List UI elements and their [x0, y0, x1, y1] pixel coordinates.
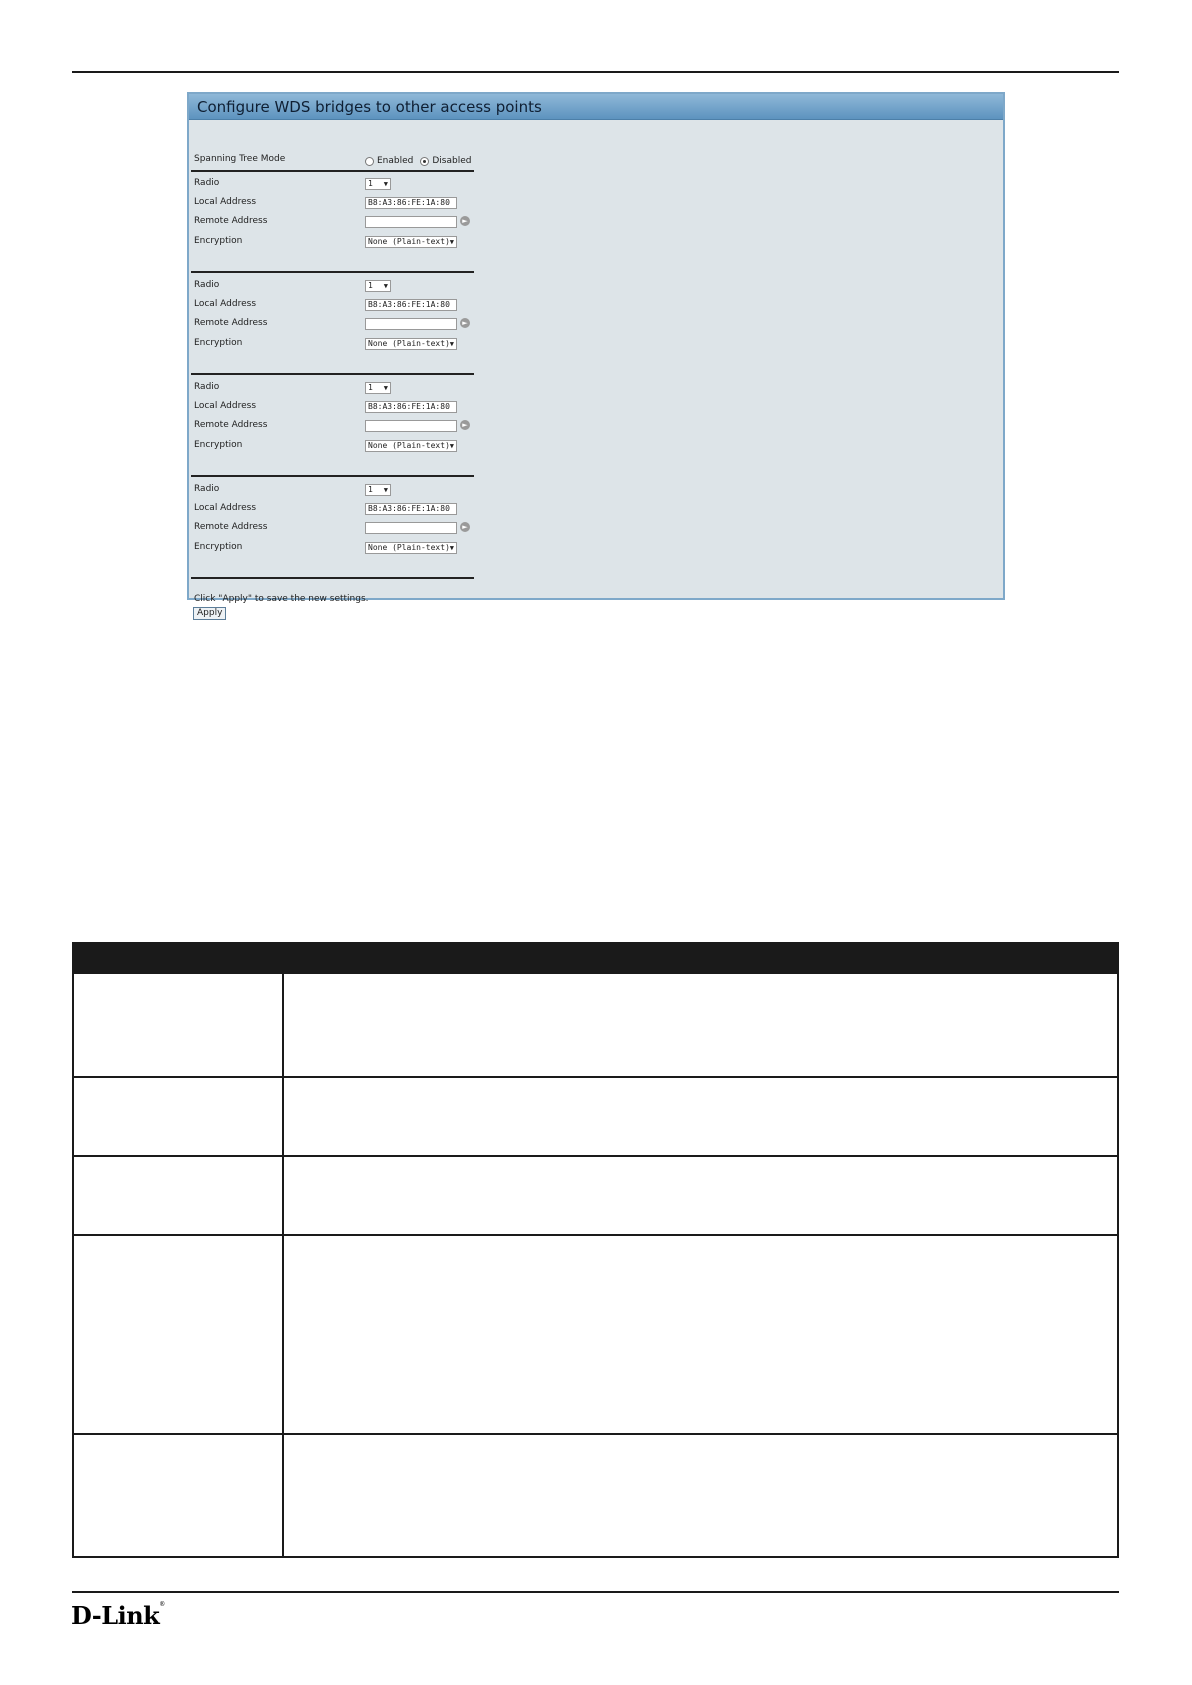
radio-label: Radio — [194, 484, 220, 494]
remote-address-input[interactable] — [365, 318, 457, 330]
chevron-down-icon: ▼ — [383, 384, 388, 392]
arrow-right-icon[interactable]: ► — [460, 420, 470, 430]
radio-select[interactable]: 1 ▼ — [365, 178, 391, 190]
footer-rule — [72, 1591, 1119, 1593]
remote-address-label: Remote Address — [194, 420, 268, 430]
spanning-tree-disabled-radio[interactable] — [420, 157, 429, 166]
radio-label: Radio — [194, 382, 220, 392]
encryption-select[interactable]: None (Plain-text) ▼ — [365, 542, 457, 554]
section-divider — [191, 170, 474, 172]
section-divider — [191, 577, 474, 579]
chevron-down-icon: ▼ — [383, 486, 388, 494]
apply-button[interactable]: Apply — [193, 607, 226, 620]
local-address-field: B8:A3:86:FE:1A:80 — [365, 401, 457, 413]
table-row — [74, 1076, 1117, 1078]
radio-select[interactable]: 1 ▼ — [365, 484, 391, 496]
local-address-label: Local Address — [194, 197, 257, 207]
chevron-down-icon: ▼ — [449, 442, 454, 450]
panel-title: Configure WDS bridges to other access points — [189, 94, 1003, 120]
remote-address-label: Remote Address — [194, 216, 268, 226]
table-row — [74, 1155, 1117, 1157]
local-address-label: Local Address — [194, 503, 257, 513]
chevron-down-icon: ▼ — [383, 180, 388, 188]
chevron-down-icon: ▼ — [449, 544, 454, 552]
local-address-label: Local Address — [194, 299, 257, 309]
remote-address-label: Remote Address — [194, 318, 268, 328]
local-address-field: B8:A3:86:FE:1A:80 — [365, 197, 457, 209]
spanning-tree-label: Spanning Tree Mode — [194, 154, 286, 164]
encryption-select[interactable]: None (Plain-text) ▼ — [365, 440, 457, 452]
header-rule — [72, 71, 1119, 73]
encryption-label: Encryption — [194, 236, 243, 246]
radio-select[interactable]: 1 ▼ — [365, 280, 391, 292]
encryption-label: Encryption — [194, 440, 243, 450]
remote-address-input[interactable] — [365, 522, 457, 534]
spanning-tree-enabled-label: Enabled — [377, 156, 414, 166]
local-address-field: B8:A3:86:FE:1A:80 — [365, 503, 457, 515]
arrow-right-icon[interactable]: ► — [460, 522, 470, 532]
radio-label: Radio — [194, 178, 220, 188]
apply-note: Click "Apply" to save the new settings. — [194, 594, 369, 604]
remote-address-input[interactable] — [365, 216, 457, 228]
local-address-label: Local Address — [194, 401, 257, 411]
section-divider — [191, 271, 474, 273]
radio-label: Radio — [194, 280, 220, 290]
description-table — [72, 942, 1119, 1558]
spanning-tree-disabled-label: Disabled — [432, 156, 472, 166]
spanning-tree-enabled-radio[interactable] — [365, 157, 374, 166]
encryption-label: Encryption — [194, 338, 243, 348]
column-divider — [282, 974, 284, 1556]
section-divider — [191, 475, 474, 477]
arrow-right-icon[interactable]: ► — [460, 318, 470, 328]
dlink-logo: D-Link® — [71, 1601, 165, 1630]
encryption-select[interactable]: None (Plain-text) ▼ — [365, 236, 457, 248]
encryption-select[interactable]: None (Plain-text) ▼ — [365, 338, 457, 350]
local-address-field: B8:A3:86:FE:1A:80 — [365, 299, 457, 311]
spanning-tree-row — [194, 152, 484, 166]
table-header — [74, 944, 1117, 974]
arrow-right-icon[interactable]: ► — [460, 216, 470, 226]
chevron-down-icon: ▼ — [449, 238, 454, 246]
chevron-down-icon: ▼ — [449, 340, 454, 348]
chevron-down-icon: ▼ — [383, 282, 388, 290]
wds-config-panel — [187, 92, 1005, 618]
spanning-tree-options — [365, 154, 471, 168]
table-row — [74, 1234, 1117, 1236]
encryption-label: Encryption — [194, 542, 243, 552]
table-row — [74, 1433, 1117, 1435]
radio-select[interactable]: 1 ▼ — [365, 382, 391, 394]
remote-address-label: Remote Address — [194, 522, 268, 532]
section-divider — [191, 373, 474, 375]
remote-address-input[interactable] — [365, 420, 457, 432]
